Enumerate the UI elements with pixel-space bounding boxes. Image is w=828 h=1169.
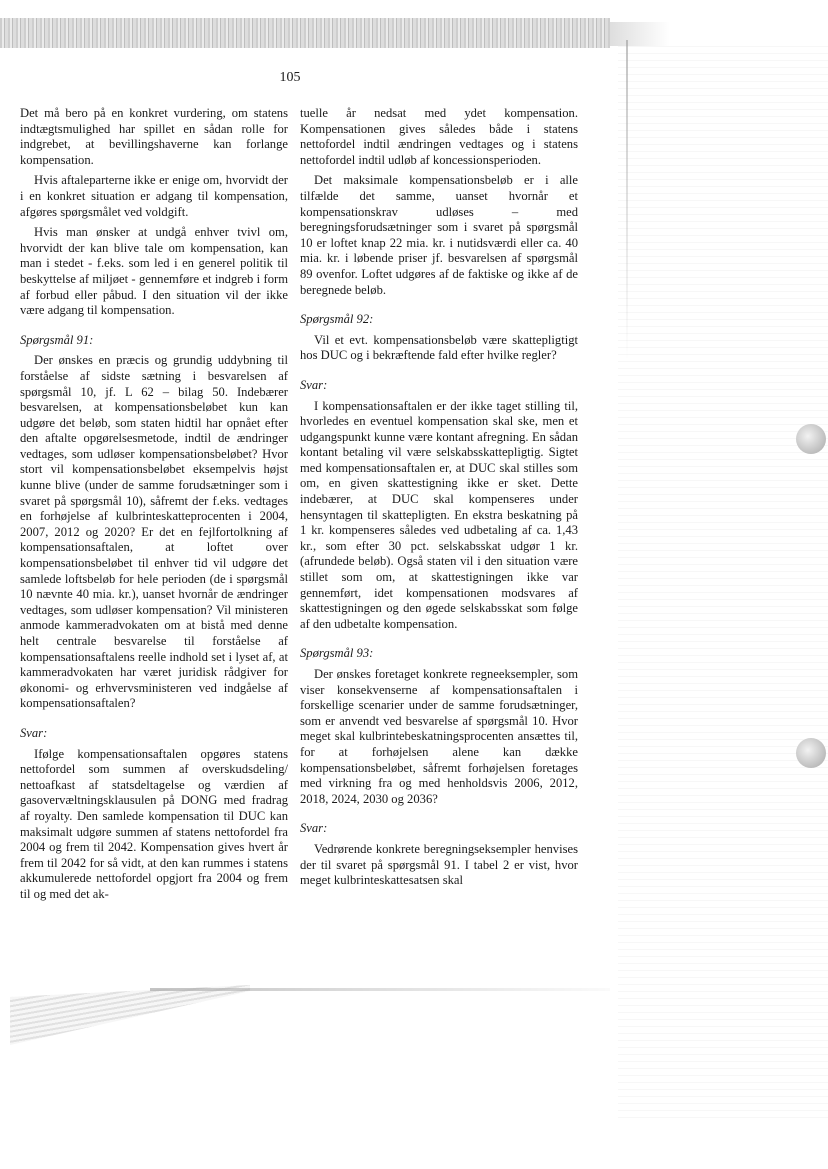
paragraph: Hvis man ønsker at undgå enhver tvivl om, hvorvidt der kan blive tale om kompensation, kan man i stedet - f.eks. som led i en generel politik til beskyttelse af miljøet - gennemføre et indgreb i form af forbud eller påbud. I den situation vil der ikke være adgang til kompensation. xyxy=(20,225,288,318)
scan-shadow-bottom xyxy=(10,985,250,1045)
paragraph: Det må bero på en konkret vurdering, om statens indtægtsmulighed har spillet en sådan rolle for indgrebet, at bevillingshaverne kan forlange kompensation. xyxy=(20,106,288,167)
scan-noise-right xyxy=(618,40,828,1120)
scan-shadow-top xyxy=(0,18,610,48)
answer-92-heading: Svar: xyxy=(300,377,328,392)
question-93-text: Der ønskes foretaget konkrete regneeksempler, som viser konsekvenserne af kompensationsaftalen i forskellige scenarier under de samme forudsætninger, som er anvendt ved besvarelse af spørgsmål 10. Hvor meget skal kulbrintebeskatningsprocenten ansættes til, for at forhøjelsen alene kan dække kompensationsbeløbet, såfremt forhøjelsen foretages med virkning fra og med henholdsvis 2006, 2012, 2018, 2024, 2030 og 2036? xyxy=(300,667,578,806)
scan-line-bottom xyxy=(150,988,610,991)
question-93-heading: Spørgsmål 93: xyxy=(300,646,374,661)
question-91-heading: Spørgsmål 91: xyxy=(20,332,94,347)
question-92-text: Vil et evt. kompensationsbeløb være skattepligtigt hos DUC og i bekræftende fald efter hvilke regler? xyxy=(300,332,578,363)
answer-93-heading: Svar: xyxy=(300,821,328,836)
question-92-heading: Spørgsmål 92: xyxy=(300,312,374,327)
left-column xyxy=(20,106,288,908)
answer-91-heading: Svar: xyxy=(20,725,48,740)
punch-hole-bottom xyxy=(796,738,826,768)
punch-hole-top xyxy=(796,424,826,454)
paragraph: Det maksimale kompensationsbeløb er i alle tilfælde det samme, uanset hvornår et kompensationskrav udløses – med beregningsforudsætninger som i svaret på spørgsmål 10 er loftet knap 22 mia. kr. i nutidsværdi eller ca. 40 mia. kr. i løbende priser jf. besvarelsen af spørgsmål 89 ovenfor. Loftet udgøres af de faktiske og ikke af de beregnede beløb. xyxy=(300,173,578,297)
page-number: 105 xyxy=(279,70,301,85)
paragraph: tuelle år nedsat med ydet kompensation. Kompensationen gives således både i statens nettofordel indtil ændringen vedtages og i statens nettofordel indtil udløb af koncessionsperioden. xyxy=(300,106,578,167)
answer-93-text: Vedrørende konkrete beregningseksempler henvises der til svaret på spørgsmål 91. I tabel 2 er vist, hvor meget kulbrinteskattesatsen skal xyxy=(300,841,578,888)
paragraph: Hvis aftaleparterne ikke er enige om, hvorvidt der i en konkret situation er adgang til kompensation, afgøres spørgsmålet ved voldgift. xyxy=(20,173,288,219)
right-column xyxy=(300,106,578,894)
question-91-text: Der ønskes en præcis og grundig uddybning til forståelse af sidste sætning i besvarelsen af spørgsmål 10, jf. L 62 – bilag 50. Indebærer besvarelsen, at kompensationsbeløbet kun kan udgøre det beløb, som staten hidtil har opnået efter den aftalte opgørelsesmetode, indtil de ændringer vedtages, som udløser kompensationsbeløbet? Hvor stort vil kompensationsbeløbet eksempelvis højst kunne blive (under de samme forudsætninger som i svaret på spørgsmål 10), såfremt der f.eks. vedtages en forhøjelse af kulbrinteskatteprocenten i 2004, 2007, 2012 og 2020? Er det en fejlfortolkning af kompensationsaftalen, at loftet over kompensationsbeløbet til enhver tid vil udgøre det samlede loftsbeløb for hele perioden (de i spørgsmål 10 nævnte 40 mia. kr.), uanset hvornår de ændringer vedtages, som udløser kompensation? Vil ministeren anmode kammeradvokaten om at bistå med denne helt centrale besvarelse til forståelse af kompensationsaftalens reelle indhold set i lyset af, at kammeradvokaten har været juridisk rådgiver for økonomi- og erhvervsministeren ved indgåelse af kompensationsaftalen? xyxy=(20,353,288,711)
answer-91-text: Ifølge kompensationsaftalen opgøres statens nettofordel som summen af overskudsdeling/ nettoafkast af statsdeltagelse og værdien af gasovervæltningsklausulen på DONG med fradrag af royalty. Den samlede kompensation til DUC kan maksimalt udgøre summen af statens nettofordel fra 2004 og frem til 2042. Kompensation gives hvert år frem til 2042 for så vidt, at den kan rummes i statens akkumulerede nettofordel opgjort fra 2004 og frem til og med det ak- xyxy=(20,746,288,901)
answer-92-text: I kompensationsaftalen er der ikke taget stilling til, hvorledes en eventuel kompensation skal ske, men et udgangspunkt kunne være kontant afregning. En sådan kontant betaling vil være selskabsskattepligtig. Sigtet med kompensationsaftalen er, at DUC skal stilles som om, en given skattestigning ikke er sket. Dette indebærer, at DUC skal kompenseres under hensyntagen til skattepligten. En ekstra beskatning på 1 kr. kompenseres således ved udbetaling af ca. 1,43 kr., som efter 30 pct. selskabsskat udgør 1 kr. (afrundede beløb). Også staten vil i den situation være stillet som om, at skattestigningen ikke var gennemført, idet kompensationen modsvares af skattestigningen og den øgede selskabsskat som følge af den udbetalte kompensation. xyxy=(300,398,578,631)
scan-page-edge xyxy=(626,40,628,360)
